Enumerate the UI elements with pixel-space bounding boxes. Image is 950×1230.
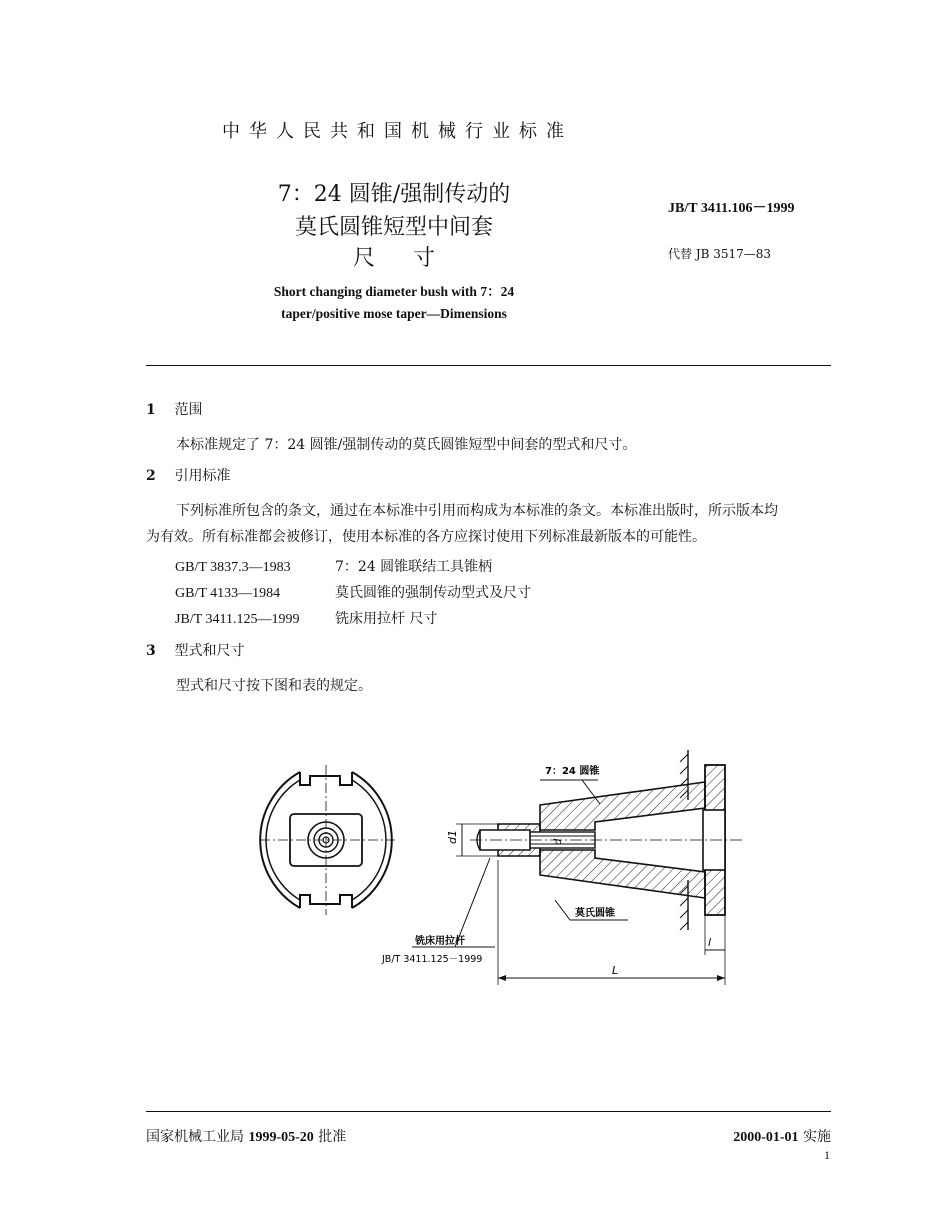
- approval-date: 1999-05-20: [248, 1130, 314, 1145]
- title-line-2: 莫氏圆锥短型中间套: [294, 215, 493, 240]
- reference-row: [175, 556, 492, 576]
- implementation-suffix: 实施: [803, 1129, 831, 1145]
- dim-l-label: l: [708, 936, 712, 949]
- label-morse-taper: 莫氏圆锥: [575, 908, 615, 919]
- reference-code: GB/T 4133—1984: [175, 586, 281, 601]
- dim-L-label: L: [612, 964, 619, 977]
- approval-authority: 国家机械工业局: [146, 1129, 244, 1145]
- label-pull-rod: 铣床用拉杆: [415, 936, 465, 947]
- section-1-number: 1: [146, 402, 156, 418]
- section-view: [412, 750, 745, 985]
- label-pull-rod-standard: JB/T 3411.125－1999: [382, 954, 483, 965]
- reference-title: 7：24 圆锥联结工具锥柄: [335, 559, 493, 575]
- replaces-note: 代替 JB 3517—83: [668, 247, 772, 261]
- section-3-number: 3: [146, 643, 156, 659]
- section-2-body-line-1: 下列标准所包含的条文，通过在本标准中引用而构成为本标准的条文。本标准出版时，所示版本均: [176, 503, 778, 519]
- bottom-divider: [146, 1111, 831, 1112]
- technical-drawing: [0, 740, 950, 1000]
- page-number: 1: [824, 1148, 830, 1162]
- section-2-body-line-2: 为有效。所有标准都会被修订，使用本标准的各方应探讨使用下列标准最新版本的可能性。: [146, 529, 706, 545]
- reference-code: GB/T 3837.3—1983: [175, 560, 291, 575]
- dim-d1-label: d1: [446, 830, 459, 844]
- end-view: [260, 765, 395, 915]
- org-title: 中华人民共和国机械行业标准: [222, 121, 573, 142]
- reference-row: [175, 608, 437, 628]
- title-line-3: 尺寸: [352, 246, 473, 271]
- reference-title: 莫氏圆锥的强制传动型式及尺寸: [335, 585, 531, 601]
- dim-d-label: d: [553, 838, 564, 845]
- section-1-heading: [146, 399, 202, 419]
- implementation-date: 2000-01-01: [733, 1130, 799, 1145]
- label-taper-724: 7：24 圆锥: [545, 766, 600, 777]
- section-3-heading: [146, 640, 244, 660]
- reference-row: [175, 582, 531, 602]
- section-3-title: 型式和尺寸: [174, 643, 245, 659]
- standard-number: JB/T 3411.106－1999: [668, 201, 795, 216]
- approval-line: [146, 1126, 346, 1146]
- implementation-line: [733, 1126, 831, 1146]
- section-2-heading: [146, 465, 230, 485]
- section-1-title: 范围: [174, 402, 203, 418]
- approval-suffix: 批准: [318, 1129, 347, 1145]
- title-line-1: 7：24 圆锥/强制传动的: [277, 182, 511, 207]
- section-3-body: 型式和尺寸按下图和表的规定。: [176, 678, 372, 694]
- reference-code: JB/T 3411.125—1999: [175, 612, 300, 627]
- top-divider: [146, 365, 831, 366]
- reference-title: 铣床用拉杆 尺寸: [335, 611, 438, 627]
- section-2-title: 引用标准: [174, 468, 231, 484]
- english-title-line-2: taper/positive mose taper—Dimensions: [281, 306, 507, 321]
- section-2-number: 2: [146, 468, 156, 484]
- english-title-line-1: Short changing diameter bush with 7：24: [273, 284, 515, 299]
- section-1-body: 本标准规定了 7：24 圆锥/强制传动的莫氏圆锥短型中间套的型式和尺寸。: [176, 437, 637, 453]
